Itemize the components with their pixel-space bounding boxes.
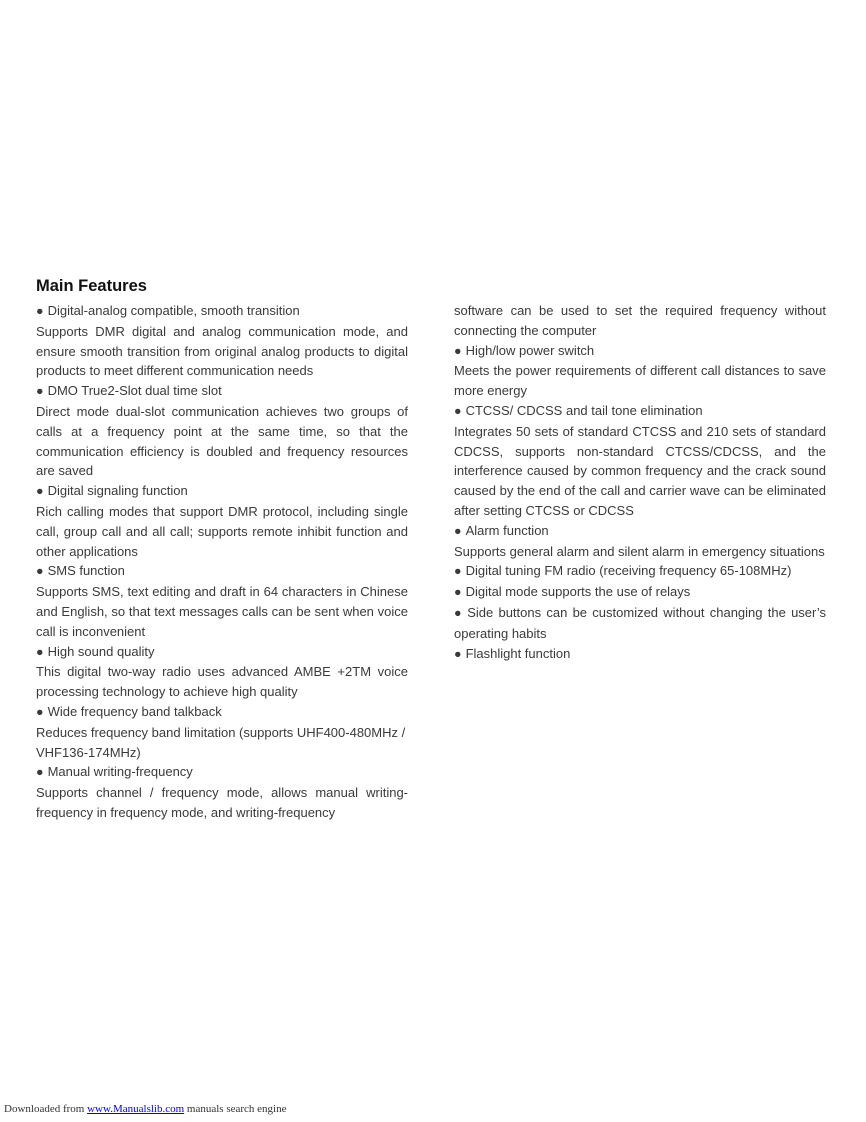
feature-item xyxy=(454,561,826,582)
feature-heading: ● SMS function xyxy=(36,563,125,579)
feature-item xyxy=(36,642,408,702)
bullet-icon: ● xyxy=(454,564,462,579)
feature-item xyxy=(454,341,826,401)
bullet-icon: ● xyxy=(36,564,44,579)
right-column xyxy=(454,301,826,664)
feature-heading: ● Alarm function xyxy=(454,522,549,538)
bullet-icon: ● xyxy=(454,523,462,538)
bullet-icon: ● xyxy=(36,384,44,399)
feature-item xyxy=(454,582,826,603)
feature-heading: ● Digital signaling function xyxy=(36,483,188,499)
feature-heading: ● High/low power switch xyxy=(454,342,595,358)
feature-description: Supports DMR digital and analog communication mode, and ensure smooth transition from original analog products to digital products to meet different communication needs xyxy=(36,323,408,379)
bullet-icon: ● xyxy=(454,646,462,661)
feature-heading: ● CTCSS/ CDCSS and tail tone elimination xyxy=(454,402,703,418)
bullet-icon: ● xyxy=(454,605,464,620)
feature-description: Supports channel / frequency mode, allows manual writing-frequency in frequency mode, and writing-frequency xyxy=(36,785,408,820)
bullet-icon: ● xyxy=(36,304,44,318)
feature-heading: ● Manual writing-frequency xyxy=(36,764,193,780)
bullet-icon: ● xyxy=(454,585,462,600)
feature-heading: ● Digital tuning FM radio (receiving frequency 65-108MHz) xyxy=(454,563,792,579)
feature-heading: ● Side buttons can be customized without changing the user’s operating habits xyxy=(454,604,826,641)
feature-item xyxy=(36,561,408,641)
footer-suffix: manuals search engine xyxy=(184,1103,287,1115)
feature-description: Supports SMS, text editing and draft in 64 characters in Chinese and English, so that text messages calls can be sent when voice call is inconvenient xyxy=(36,584,408,639)
feature-description: Rich calling modes that support DMR protocol, including single call, group call and all call; supports remote inhibit function and other applications xyxy=(36,503,408,559)
footer-prefix: Downloaded from xyxy=(4,1103,88,1115)
feature-item xyxy=(36,702,408,762)
manualslib-link[interactable]: www.Manualslib.com xyxy=(87,1103,185,1115)
feature-heading: ● High sound quality xyxy=(36,643,155,659)
feature-description: Integrates 50 sets of standard CTCSS and 210 sets of standard CDCSS, supports non-standard CTCSS/CDCSS, and the interference caused by common frequency and the crack sound caused by the end of the call and carrier wave can be eliminated after setting CTCSS or CDCSS xyxy=(454,423,826,518)
feature-heading: ● Flashlight function xyxy=(454,645,571,661)
bullet-icon: ● xyxy=(36,704,44,719)
left-column xyxy=(36,301,408,823)
feature-item xyxy=(36,301,408,381)
feature-item xyxy=(454,521,826,562)
feature-item xyxy=(36,762,408,822)
feature-description: This digital two-way radio uses advanced AMBE +2TM voice processing technology to achieve high quality xyxy=(36,664,408,700)
feature-heading: ● Digital mode supports the use of relays xyxy=(454,584,691,600)
feature-description: Supports general alarm and silent alarm in emergency situations xyxy=(454,543,825,559)
feature-item xyxy=(454,603,826,644)
feature-item xyxy=(36,381,408,481)
feature-item xyxy=(454,401,826,521)
feature-description: Meets the power requirements of different call distances to save more energy xyxy=(454,363,826,399)
feature-description: Direct mode dual-slot communication achieves two groups of calls at a frequency point at the same time, so that the communication efficiency is doubled and frequency resources are saved xyxy=(36,403,408,479)
feature-item xyxy=(36,481,408,561)
download-footer xyxy=(4,1103,286,1115)
bullet-icon: ● xyxy=(36,765,44,780)
feature-heading: ● Wide frequency band talkback xyxy=(36,703,222,719)
bullet-icon: ● xyxy=(454,403,462,418)
feature-heading: ● Digital-analog compatible, smooth transition xyxy=(36,303,300,318)
feature-description: Reduces frequency band limitation (supports UHF400-480MHz / VHF136-174MHz) xyxy=(36,724,406,760)
bullet-icon: ● xyxy=(36,644,44,659)
feature-heading: ● DMO True2-Slot dual time slot xyxy=(36,383,222,399)
bullet-icon: ● xyxy=(36,484,44,499)
page-title: Main Features xyxy=(36,277,147,295)
feature-item xyxy=(454,644,826,665)
feature-continuation: software can be used to set the required frequency without connecting the computer xyxy=(454,303,826,338)
bullet-icon: ● xyxy=(454,343,462,358)
